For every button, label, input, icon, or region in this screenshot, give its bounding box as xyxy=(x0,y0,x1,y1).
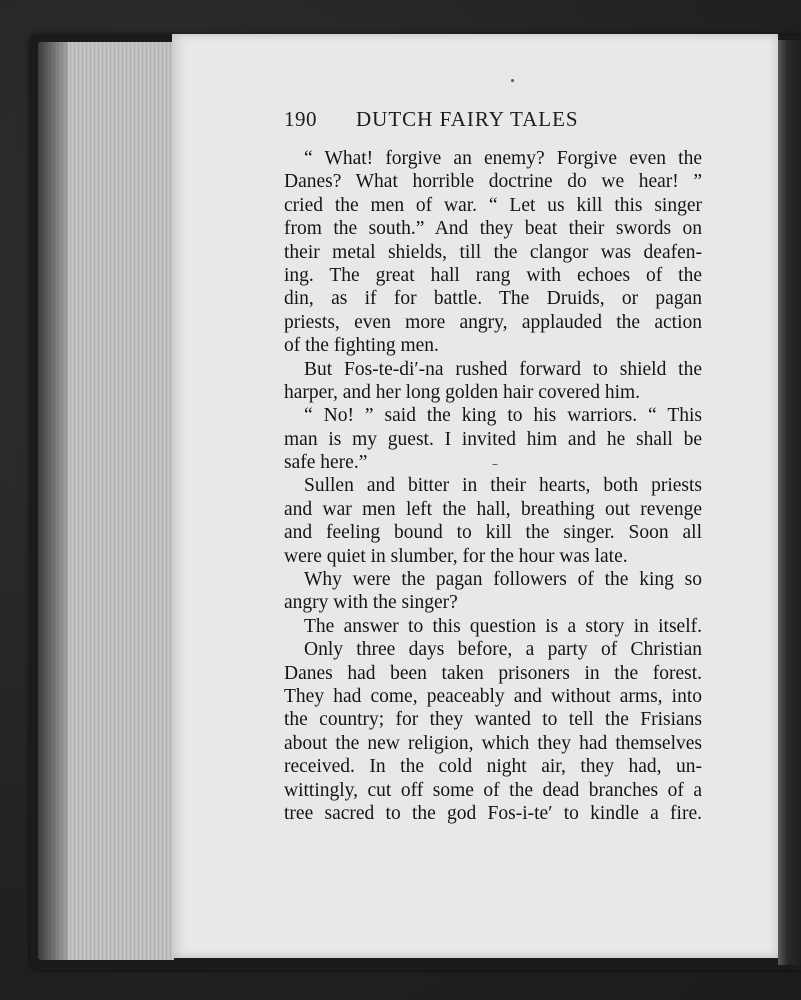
text-line: Danes had been taken prisoners in the forest. xyxy=(284,662,702,684)
text-line: Only three days before, a party of Christian xyxy=(304,639,702,661)
text-line: harper, and her long golden hair covered him. xyxy=(284,381,641,403)
text-line: wittingly, cut off some of the dead branches of a xyxy=(284,779,702,801)
book-cover-right-edge xyxy=(778,40,801,965)
text-line: tree sacred to the god Fos-i-te′ to kindle a fire. xyxy=(284,802,702,824)
page-number: 190 xyxy=(284,107,317,131)
text-line: man is my guest. I invited him and he shall be xyxy=(284,428,702,450)
text-line: Sullen and bitter in their hearts, both priests xyxy=(304,475,702,497)
text-line: of the fighting men. xyxy=(284,335,439,357)
text-line: their metal shields, till the clangor was deafen- xyxy=(284,241,702,263)
text-line: “ What! forgive an enemy? Forgive even the xyxy=(304,148,702,169)
page-speck xyxy=(511,79,514,82)
text-line: and war men left the hall, breathing out revenge xyxy=(284,498,702,520)
text-line: din, as if for battle. The Druids, or pagan xyxy=(284,288,702,310)
text-line: The answer to this question is a story in itself. xyxy=(304,615,702,637)
text-line: from the south.” And they beat their swords on xyxy=(284,218,702,240)
text-line: “ No! ” said the king to his warriors. “ This xyxy=(304,405,702,427)
text-line: priests, even more angry, applauded the action xyxy=(284,311,702,333)
text-line: Danes? What horrible doctrine do we hear! ” xyxy=(284,171,702,193)
text-line: Why were the pagan followers of the king so xyxy=(304,569,702,591)
text-line: angry with the singer? xyxy=(284,592,458,614)
text-line: cried the men of war. “ Let us kill this singer xyxy=(284,194,702,216)
text-line: ing. The great hall rang with echoes of the xyxy=(284,264,702,286)
text-line: They had come, peaceably and without arms, into xyxy=(284,685,702,707)
body-text xyxy=(284,147,702,825)
text-line: safe here.” xyxy=(284,452,368,474)
page-edges-shadow xyxy=(38,42,68,960)
text-line: and feeling bound to kill the singer. Soon all xyxy=(284,522,702,544)
text-line: But Fos-te-di′-na rushed forward to shield the xyxy=(304,358,702,380)
text-line: the country; for they wanted to tell the Frisians xyxy=(284,709,702,731)
text-line: were quiet in slumber, for the hour was late. xyxy=(284,545,628,567)
text-line: received. In the cold night air, they had, un- xyxy=(284,756,702,778)
text-line: about the new religion, which they had themselves xyxy=(284,732,702,754)
running-title: DUTCH FAIRY TALES xyxy=(356,107,579,131)
